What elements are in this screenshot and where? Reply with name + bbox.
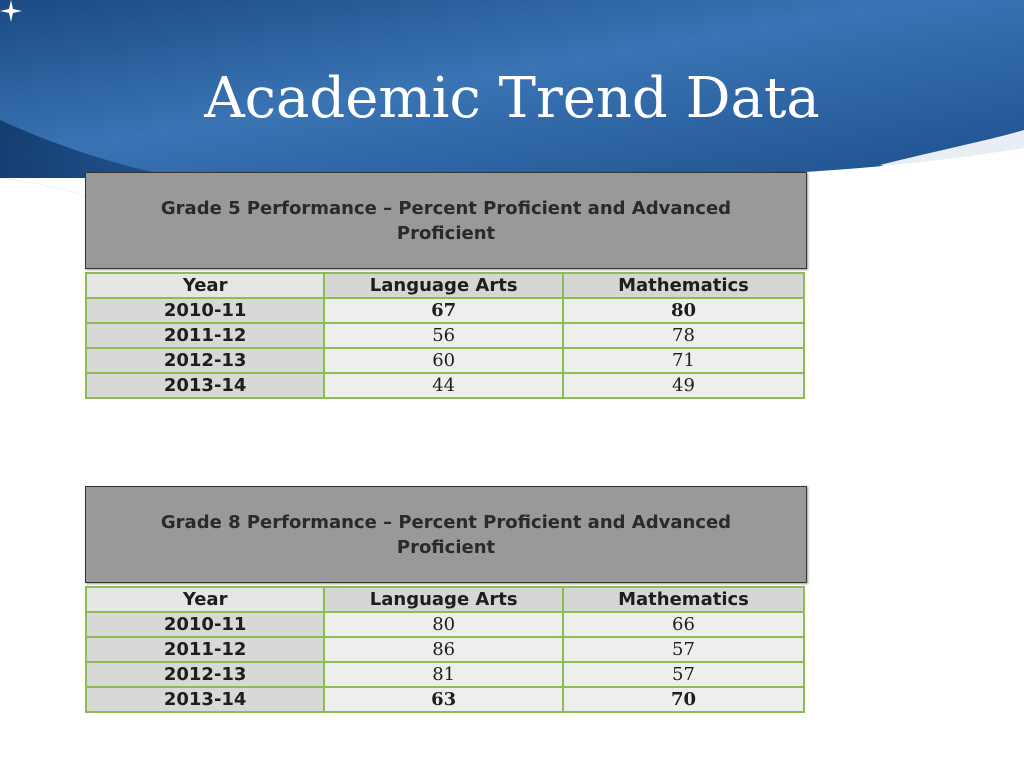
table-caption-text: Grade 5 Performance – Percent Proficient and Advanced Proficient (160, 197, 732, 244)
header-mathematics: Mathematics (563, 587, 804, 612)
table-row (86, 348, 804, 373)
year-cell: 2011-12 (86, 323, 324, 348)
table-row (86, 323, 804, 348)
mathematics-cell: 57 (563, 637, 804, 662)
mathematics-cell: 71 (563, 348, 804, 373)
table-caption (85, 486, 807, 583)
year-cell: 2010-11 (86, 298, 324, 323)
grade8-table (85, 586, 805, 713)
language-arts-cell: 60 (324, 348, 563, 373)
table-caption (85, 172, 807, 269)
year-cell: 2013-14 (86, 687, 324, 712)
language-arts-cell: 86 (324, 637, 563, 662)
header-language-arts: Language Arts (324, 273, 563, 298)
table-row (86, 612, 804, 637)
table-header-row (86, 587, 804, 612)
header-mathematics: Mathematics (563, 273, 804, 298)
table-row (86, 662, 804, 687)
mathematics-cell: 78 (563, 323, 804, 348)
header-year: Year (86, 273, 324, 298)
mathematics-cell: 80 (563, 298, 804, 323)
table-row (86, 373, 804, 398)
language-arts-cell: 56 (324, 323, 563, 348)
grade5-table (85, 272, 805, 399)
table-row (86, 298, 804, 323)
year-cell: 2013-14 (86, 373, 324, 398)
table-row (86, 687, 804, 712)
mathematics-cell: 70 (563, 687, 804, 712)
language-arts-cell: 80 (324, 612, 563, 637)
year-cell: 2011-12 (86, 637, 324, 662)
year-cell: 2010-11 (86, 612, 324, 637)
language-arts-cell: 44 (324, 373, 563, 398)
language-arts-cell: 67 (324, 298, 563, 323)
mathematics-cell: 49 (563, 373, 804, 398)
language-arts-cell: 81 (324, 662, 563, 687)
star-icon (0, 0, 22, 22)
mathematics-cell: 57 (563, 662, 804, 687)
table-header-row (86, 273, 804, 298)
language-arts-cell: 63 (324, 687, 563, 712)
table-caption-text: Grade 8 Performance – Percent Proficient and Advanced Proficient (160, 511, 732, 558)
page-title: Academic Trend Data (204, 66, 820, 131)
year-cell: 2012-13 (86, 348, 324, 373)
mathematics-cell: 66 (563, 612, 804, 637)
year-cell: 2012-13 (86, 662, 324, 687)
header-language-arts: Language Arts (324, 587, 563, 612)
header-year: Year (86, 587, 324, 612)
table-row (86, 637, 804, 662)
